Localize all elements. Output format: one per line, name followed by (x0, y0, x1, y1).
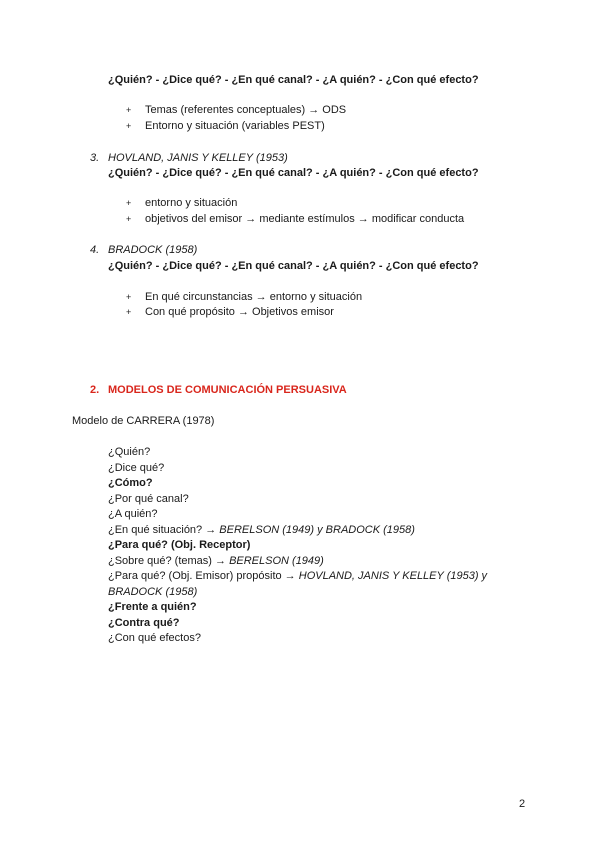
carrera-question: ¿Quién? (108, 446, 151, 458)
plus-bullet-icon: + (126, 121, 132, 131)
list-number: 4. (90, 244, 100, 256)
plus-bullet-icon: + (126, 105, 132, 115)
reference: BERELSON (1949) y BRADOCK (1958) (219, 524, 415, 536)
question-line: ¿Quién? - ¿Dice qué? - ¿En qué canal? - ¿A quién? - ¿Con qué efecto? (108, 74, 479, 86)
list-item: Temas (referentes conceptuales) → ODS (145, 104, 347, 116)
list-item: entorno y situación (145, 197, 238, 209)
carrera-question: ¿Contra qué? (108, 617, 180, 629)
section-number: 2. (90, 384, 100, 396)
item-title: BRADOCK (1958) (108, 244, 198, 256)
plus-bullet-icon: + (126, 214, 132, 224)
carrera-question: ¿Dice qué? (108, 462, 165, 474)
plus-bullet-icon: + (126, 198, 132, 208)
carrera-question: ¿A quién? (108, 508, 158, 520)
carrera-question-row (108, 523, 415, 537)
carrera-question: ¿Cómo? (108, 477, 153, 489)
carrera-question: ¿Para qué? (Obj. Receptor) (108, 539, 251, 551)
question-line: ¿Quién? - ¿Dice qué? - ¿En qué canal? - ¿A quién? - ¿Con qué efecto? (108, 260, 479, 272)
carrera-question-row (108, 554, 324, 568)
carrera-question: ¿Para qué? (Obj. Emisor) propósito → (108, 570, 299, 582)
list-item: objetivos del emisor → mediante estímulos → modificar conducta (145, 213, 465, 225)
carrera-question: ¿Por qué canal? (108, 493, 189, 505)
carrera-question: ¿Sobre qué? (temas) → (108, 555, 230, 567)
list-item: En qué circunstancias → entorno y situación (145, 291, 363, 303)
plus-bullet-icon: + (126, 292, 132, 302)
reference: BRADOCK (1958) (108, 586, 198, 598)
carrera-question: ¿En qué situación? → (108, 524, 220, 536)
carrera-question-row (108, 569, 487, 583)
reference: BERELSON (1949) (229, 555, 324, 567)
page-number: 2 (519, 798, 526, 810)
list-number: 3. (90, 152, 100, 164)
reference: HOVLAND, JANIS Y KELLEY (1953) y (298, 570, 488, 582)
question-line: ¿Quién? - ¿Dice qué? - ¿En qué canal? - ¿A quién? - ¿Con qué efecto? (108, 167, 479, 179)
model-label: Modelo de CARRERA (1978) (72, 415, 215, 427)
section-heading: MODELOS DE COMUNICACIÓN PERSUASIVA (108, 384, 347, 396)
item-title: HOVLAND, JANIS Y KELLEY (1953) (108, 152, 288, 164)
carrera-question: ¿Con qué efectos? (108, 632, 201, 644)
list-item: Entorno y situación (variables PEST) (145, 120, 325, 132)
carrera-question: ¿Frente a quién? (108, 601, 197, 613)
plus-bullet-icon: + (126, 307, 132, 317)
list-item: Con qué propósito → Objetivos emisor (145, 306, 334, 318)
